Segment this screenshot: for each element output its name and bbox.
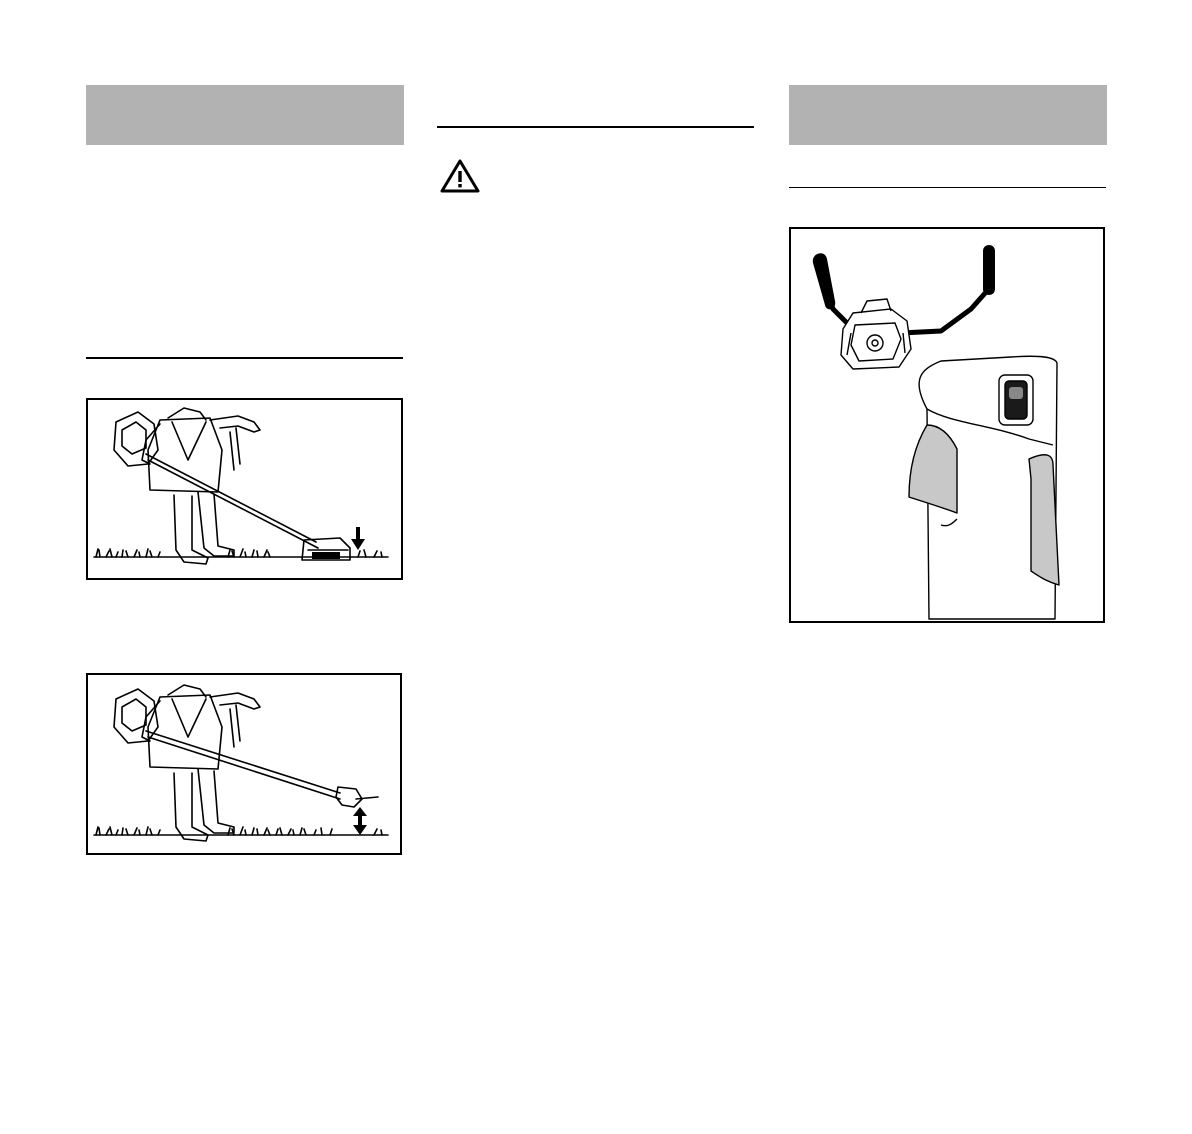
right-section-rule bbox=[789, 187, 1106, 188]
middle-section-rule bbox=[437, 126, 754, 128]
figure-trimmer-on-ground bbox=[86, 398, 403, 580]
figure-handlebar-switch bbox=[789, 227, 1105, 623]
left-section-header-box bbox=[86, 85, 404, 145]
warning-triangle-icon bbox=[439, 158, 481, 194]
figure-trimmer-raised bbox=[86, 673, 402, 855]
arrow-down-icon bbox=[351, 527, 365, 550]
arrow-up-down-icon bbox=[353, 807, 367, 835]
right-section-header-box bbox=[789, 85, 1107, 145]
trimmer-operator-raised-illustration bbox=[88, 675, 400, 853]
left-section-rule bbox=[86, 357, 403, 359]
handlebar-and-switch-illustration bbox=[791, 229, 1103, 621]
trimmer-operator-illustration bbox=[88, 400, 401, 578]
